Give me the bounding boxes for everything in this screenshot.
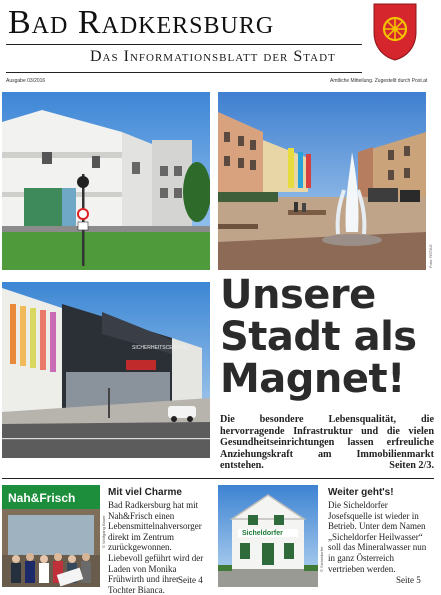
lede-text: Die besondere Lebensqualität, die hervorragende Infrastruktur und die vielen Gesundheitseinrichtungen lassen erfreuliche Anziehungskraft am Immobilienmarkt entstehen. [220,414,434,471]
headline-lede [220,414,434,472]
story-1-text: Bad Radkersburg hat mit Nah&Frisch einen Lebensmittelnahversorger direkt im Zentrum zurückgewonnen. Liebevoll geführt wird der Laden von Monika Frühwirth und ihrer Tochter Bianca. [108,500,204,595]
issue-number: Ausgabe 03/2016 [6,78,46,84]
story-1-title: Mit viel Charme [108,487,182,498]
masthead-rule-bottom [6,72,362,73]
story-1-page-ref: Seite 4 [178,575,203,585]
newspaper-title: Bad Radkersburg [8,4,275,41]
shop-sign: SICHERHEITSCENTER [132,345,187,351]
headline-line-1: Unsere [220,272,376,318]
sicheldorfer-photo-credit: © Sicheldorfer [319,546,324,572]
coat-of-arms-icon [372,2,418,62]
apartment-building-photo [2,92,210,270]
square-photo-credit: Foto: RSTAG [428,244,433,268]
headline-line-2: Stadt als [220,314,417,360]
town-square-fountain-photo [218,92,426,270]
main-headline [220,274,435,400]
headline-line-3: Magnet! [220,356,405,402]
masthead-rule-top [6,44,362,45]
nahfrisch-photo-credit: © Wolfgang Bauer [101,515,106,548]
sicheldorfer-sign: Sicheldorfer [242,530,283,537]
postal-notice: Amtliche Mitteilung. Zugestellt durch Post.at [330,78,428,84]
sicheldorfer-building-photo [218,485,318,587]
bottom-section-rule [2,478,434,479]
newspaper-subtitle: Das Informationsblatt der Stadt [90,48,336,65]
nahfrisch-store-photo [2,485,100,587]
story-2-text: Die Sicheldorfer Josefsquelle ist wieder in Betrieb. Unter dem Namen „Sicheldorfer Heilwasser“ soll das Mineralwasser nun in ganz Österreich vertrieben werden. [328,500,427,574]
story-2-page-ref: Seite 5 [396,575,421,585]
nahfrisch-sign: Nah&Frisch [8,491,76,505]
lede-page-ref: Seiten 2/3. [389,460,434,471]
story-2-title: Weiter geht's! [328,487,394,498]
shopping-center-photo [2,282,210,458]
